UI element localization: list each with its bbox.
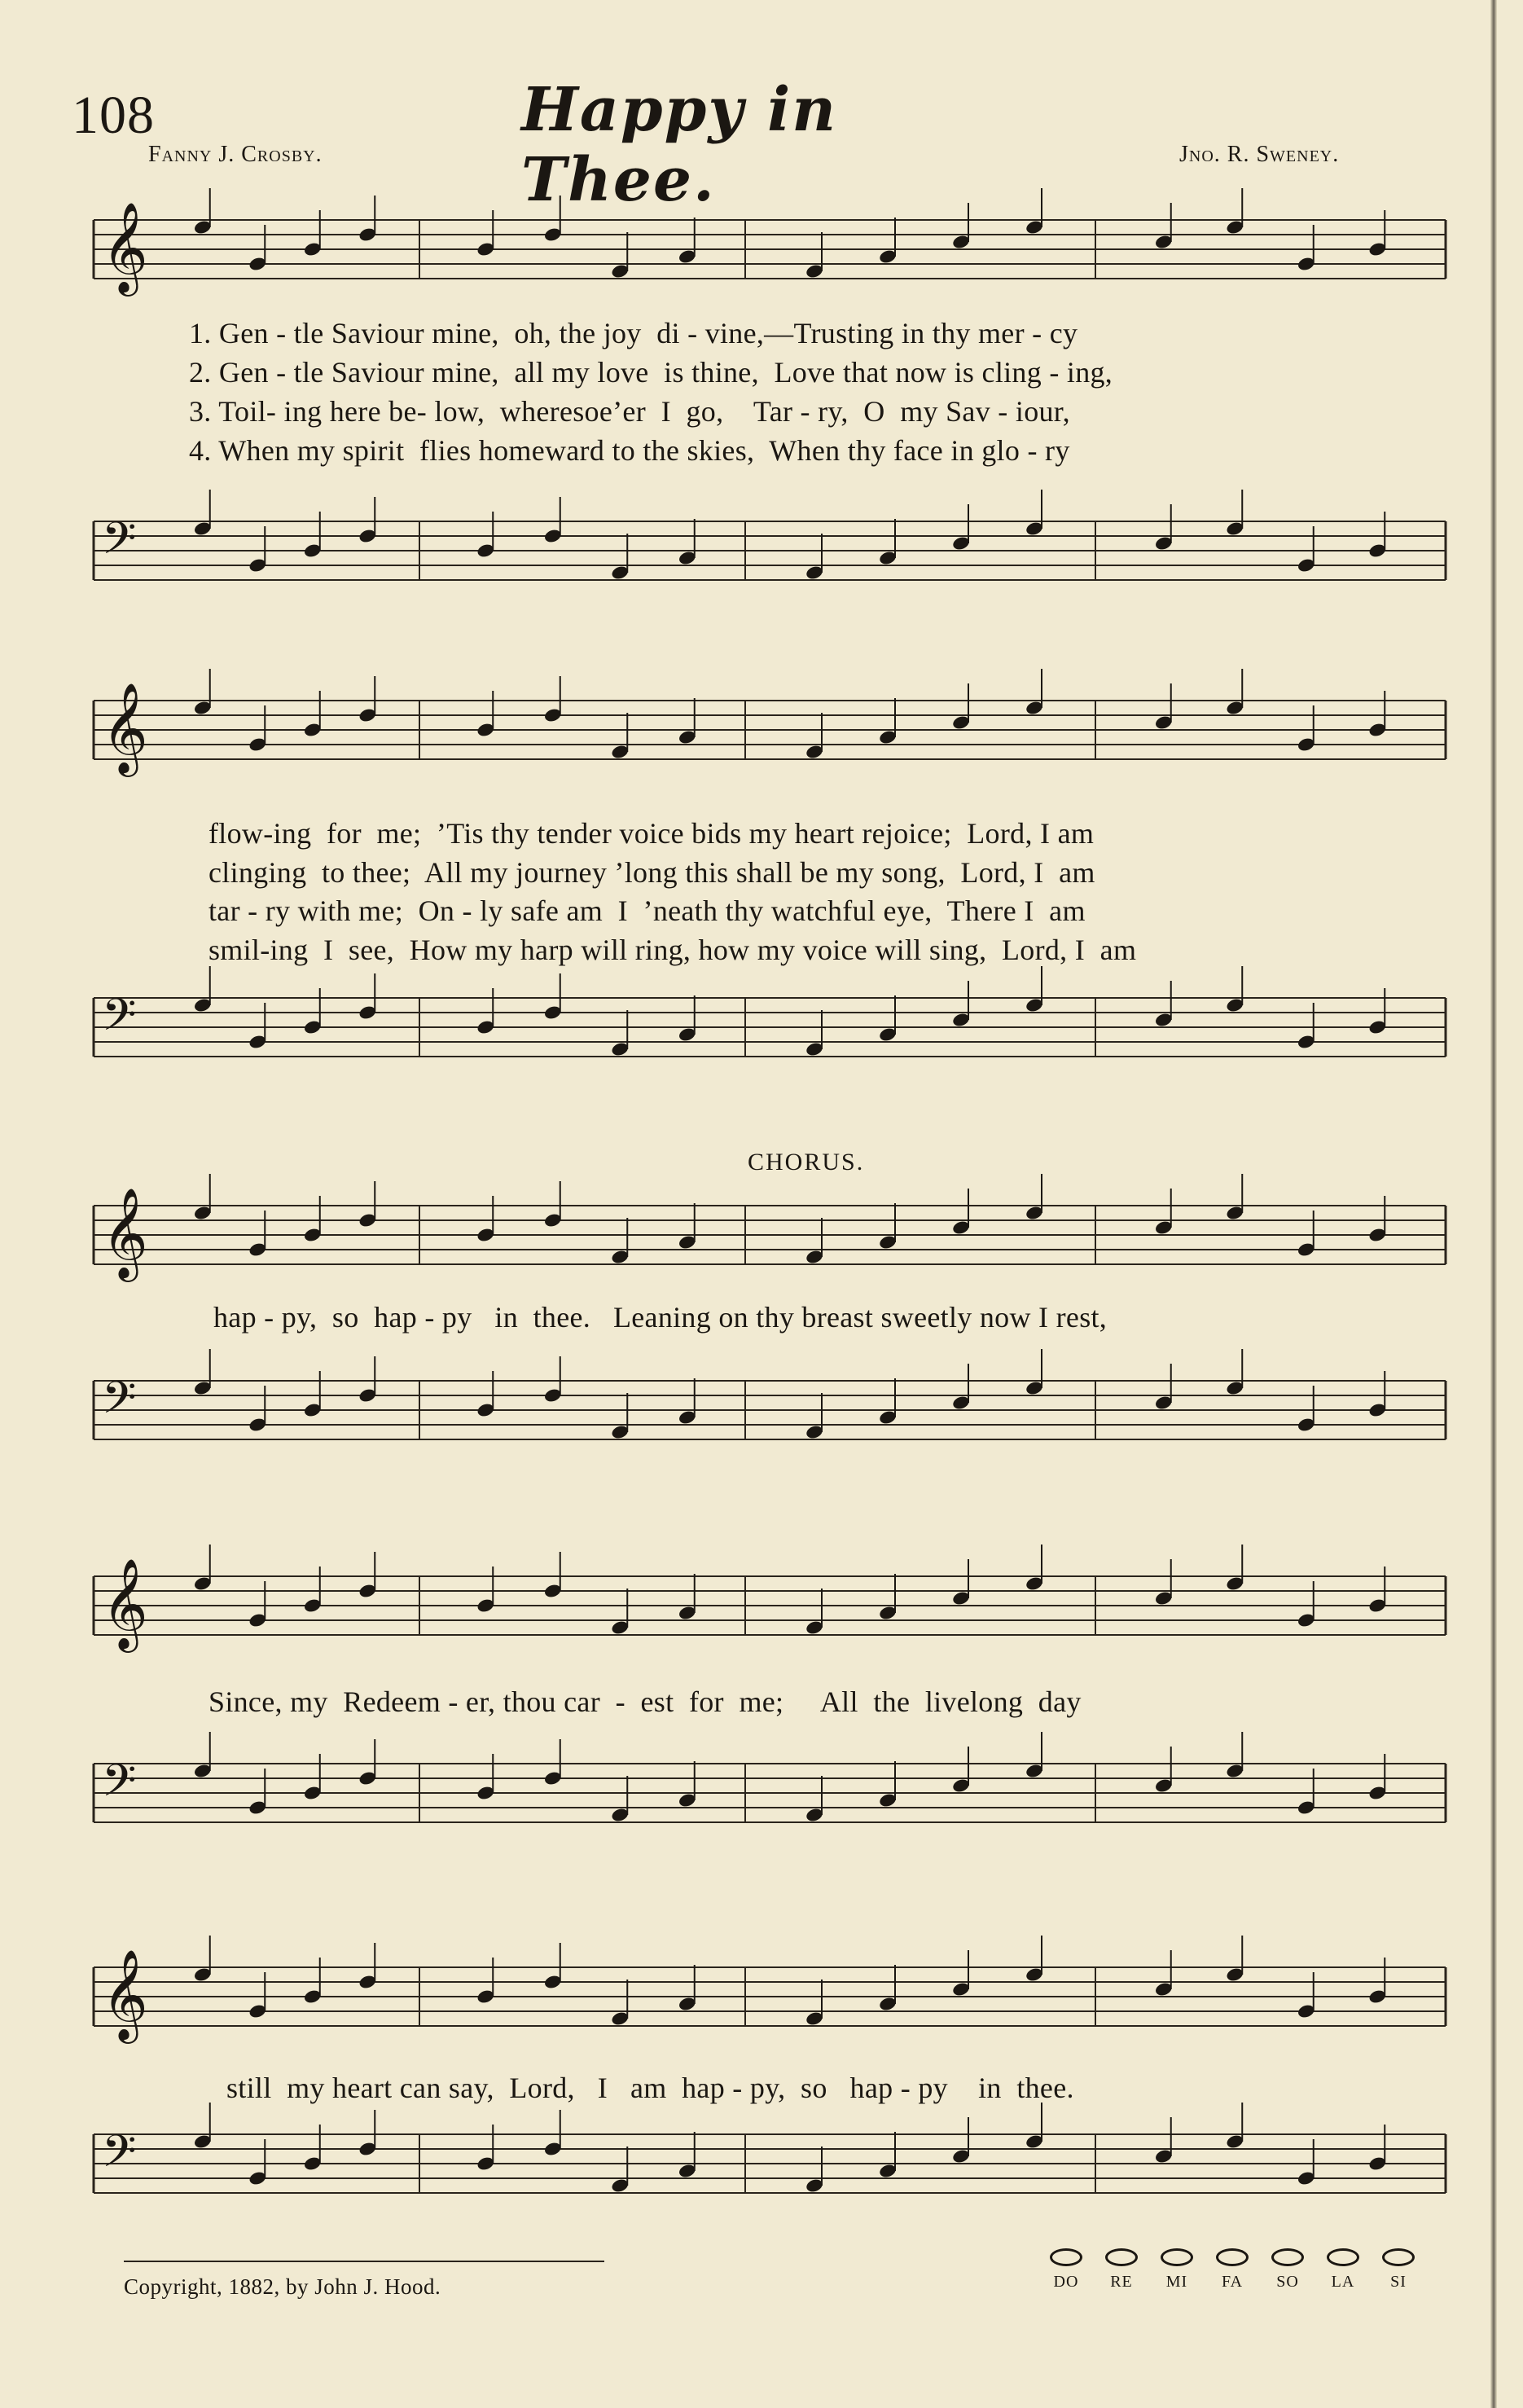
refrain-line-1: hap - py, so hap - py in thee. Leaning on thy breast sweetly now I rest, <box>213 1301 1108 1334</box>
bass-clef-icon: 𝄢 <box>102 989 137 1052</box>
bass-clef-icon: 𝄢 <box>102 512 137 575</box>
verse-3-line-1: 3. Toil- ing here be- low, wheresoe’er I go, Tar - ry, O my Sav - iour, <box>189 395 1070 428</box>
verse-4-line-2: smil-ing I see, How my harp will ring, how my voice will sing, Lord, I am <box>208 934 1137 966</box>
solfege-key <box>1041 2248 1432 2322</box>
note-head-icon <box>1161 2248 1193 2266</box>
treble-clef-icon: 𝄞 <box>102 1949 148 2040</box>
lyricist-credit: Fanny J. Crosby. <box>148 142 323 167</box>
bass-staff <box>77 982 1446 1088</box>
chorus-label: CHORUS. <box>748 1149 865 1175</box>
solfege-si: SI <box>1373 2248 1424 2292</box>
page-number: 108 <box>72 86 155 145</box>
treble-clef-icon: 𝄞 <box>102 1187 148 1278</box>
note-head-icon <box>1050 2248 1082 2266</box>
solfege-fa: FA <box>1207 2248 1257 2292</box>
bass-clef-icon: 𝄢 <box>102 2125 137 2188</box>
bass-staff <box>77 505 1446 611</box>
verse-1-line-1: 1. Gen - tle Saviour mine, oh, the joy di - vine,—Trusting in thy mer - cy <box>189 317 1078 349</box>
verse-1-line-2: flow-ing for me; ’Tis thy tender voice bids my heart rejoice; Lord, I am <box>208 817 1095 850</box>
bass-staff <box>77 1747 1446 1853</box>
verse-2-line-1: 2. Gen - tle Saviour mine, all my love is thine, Love that now is cling - ing, <box>189 356 1113 389</box>
note-head-icon <box>1382 2248 1415 2266</box>
treble-staff <box>77 1951 1446 2057</box>
bass-clef-icon: 𝄢 <box>102 1755 137 1817</box>
book-spine <box>1490 0 1497 2408</box>
bass-clef-icon: 𝄢 <box>102 1372 137 1435</box>
note-head-icon <box>1105 2248 1138 2266</box>
note-head-icon <box>1327 2248 1359 2266</box>
bass-staff <box>77 1364 1446 1470</box>
bass-staff <box>77 2118 1446 2224</box>
verse-4-line-1: 4. When my spirit flies homeward to the skies, When thy face in glo - ry <box>189 434 1070 467</box>
solfege-so: SO <box>1262 2248 1313 2292</box>
song-title: Happy in Thee. <box>521 75 838 215</box>
composer-credit: Jno. R. Sweney. <box>1179 142 1340 167</box>
refrain-line-2: Since, my Redeem - er, thou car - est for me; All the livelong day <box>208 1685 1082 1718</box>
treble-staff <box>77 201 1446 310</box>
copyright-notice: Copyright, 1882, by John J. Hood. <box>124 2274 441 2299</box>
refrain-line-3: still my heart can say, Lord, I am hap - py, so hap - py in thee. <box>226 2072 1074 2104</box>
solfege-la: LA <box>1318 2248 1368 2292</box>
solfege-do: DO <box>1041 2248 1091 2292</box>
treble-staff <box>77 1189 1446 1295</box>
footer-rule <box>124 2261 604 2262</box>
verse-3-line-2: tar - ry with me; On - ly safe am I ’neath thy watchful eye, There I am <box>208 894 1086 927</box>
treble-clef-icon: 𝄞 <box>102 1558 148 1649</box>
solfege-mi: MI <box>1152 2248 1202 2292</box>
treble-staff <box>77 1560 1446 1666</box>
treble-clef-icon: 𝄞 <box>102 682 148 773</box>
note-head-icon <box>1216 2248 1249 2266</box>
verse-2-line-2: clinging to thee; All my journey ’long this shall be my song, Lord, I am <box>208 856 1095 889</box>
treble-clef-icon: 𝄞 <box>102 201 148 292</box>
solfege-re: RE <box>1096 2248 1147 2292</box>
note-head-icon <box>1271 2248 1304 2266</box>
treble-staff <box>77 684 1446 790</box>
